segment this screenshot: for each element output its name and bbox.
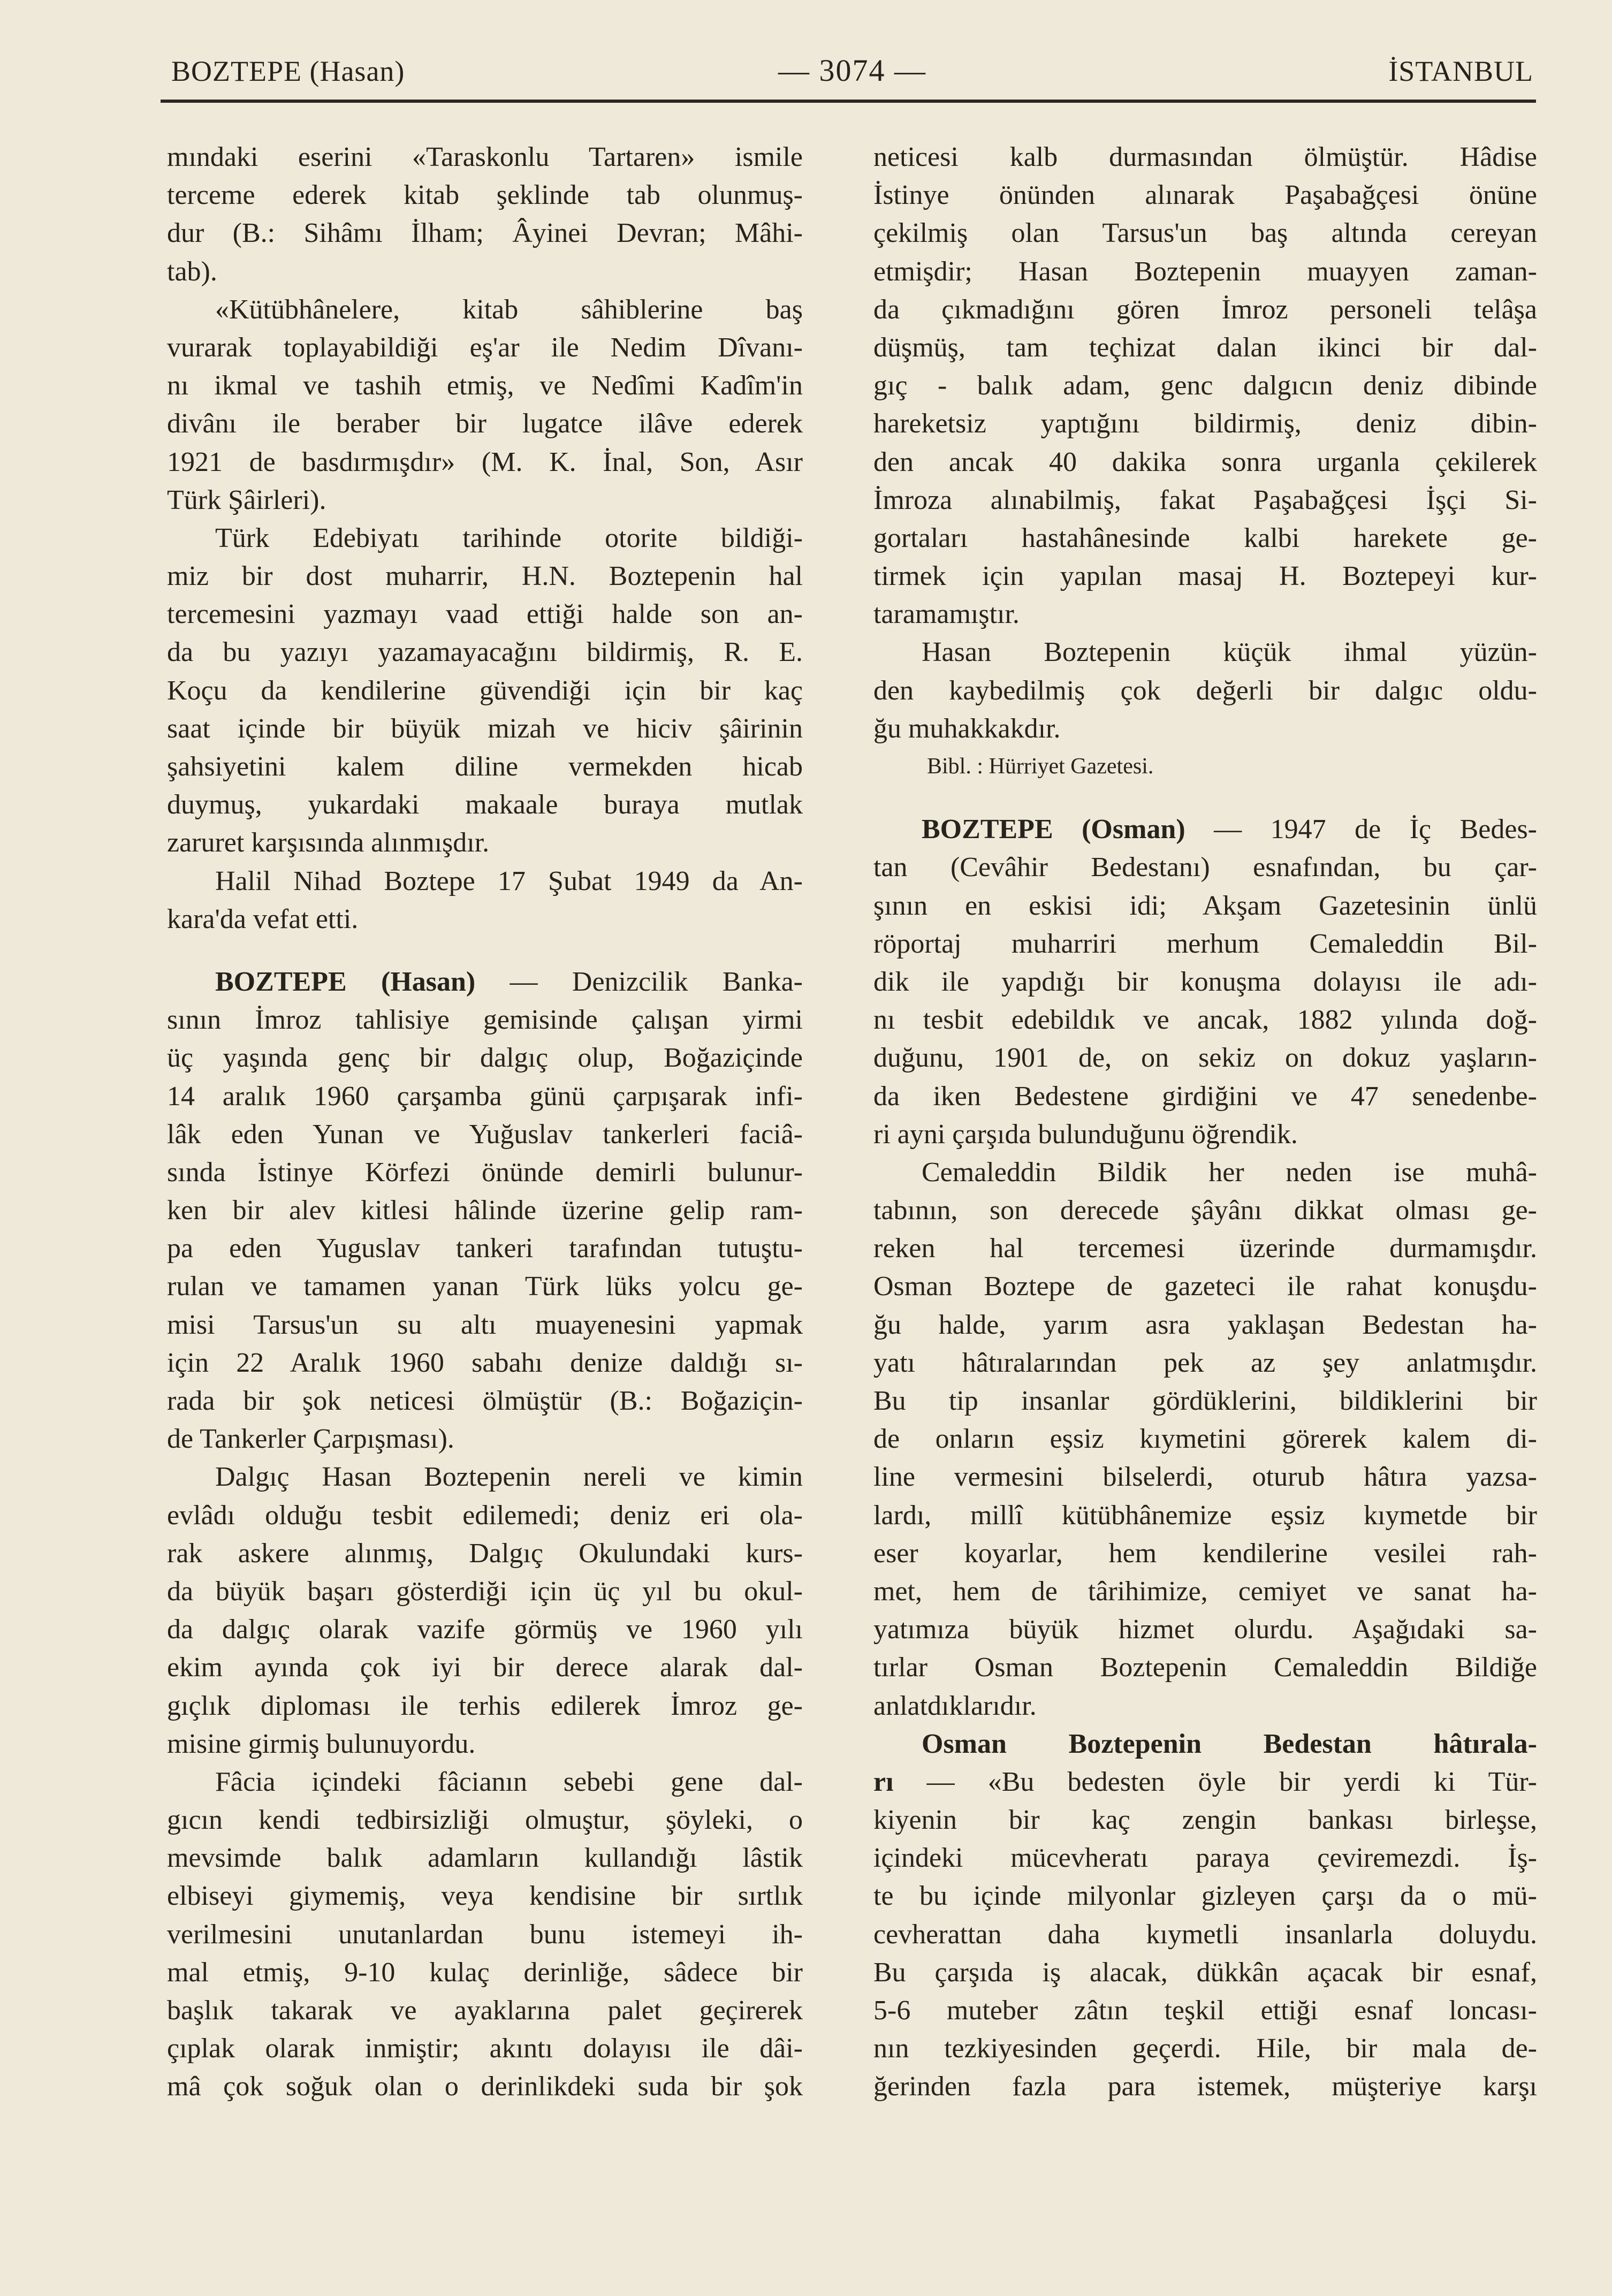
text-line: rulan ve tamamen yanan Türk lüks yolcu ge- (167, 1271, 803, 1302)
text-line: rada bir şok neticesi ölmüştür (B.: Boğaziçin- (167, 1386, 803, 1416)
text-line: nı ikmal ve tashih etmiş, ve Nedîmi Kadîm'in (167, 370, 803, 401)
text-line: Osman Boztepenin Bedestan hâtırala- (922, 1728, 1537, 1759)
text-line: vurarak toplayabildiği eş'ar ile Nedim Dîvanı- (167, 332, 803, 363)
text-line: düşmüş, tam teçhizat dalan ikinci bir dal- (873, 332, 1537, 363)
text-line: 5-6 muteber zâtın teşkil ettiği esnaf loncası- (873, 1995, 1537, 2026)
text-line: İmroza alınabilmiş, fakat Paşabağçesi İşçi Si- (873, 484, 1537, 515)
text-line: için 22 Aralık 1960 sabahı denize daldığı sı- (167, 1347, 803, 1378)
text-line: duymuş, yukardaki makaale buraya mutlak (167, 789, 803, 820)
text-line: reken hal tercemesi üzerinde durmamışdır. (873, 1233, 1537, 1264)
text-line: röportaj muharriri merhum Cemaleddin Bil- (873, 928, 1537, 959)
text-line: Cemaleddin Bildik her neden ise muhâ- (922, 1157, 1537, 1188)
text-line: den kaybedilmiş çok değerli bir dalgıc oldu- (873, 675, 1537, 706)
header-rule (161, 100, 1536, 103)
text-line: tirmek için yapılan masaj H. Boztepeyi kur- (873, 561, 1537, 592)
text-line: tercemesini yazmayı vaad ettiği halde son an- (167, 599, 803, 630)
text-line: sında İstinye Körfezi önünde demirli bulunur- (167, 1157, 803, 1188)
running-head-right: İSTANBUL (1388, 55, 1533, 87)
text-line: mevsimde balık adamların kullandığı lâstik (167, 1843, 803, 1874)
text-line: eser koyarlar, hem kendilerine vesilei rah- (873, 1538, 1537, 1569)
text-line: duğunu, 1901 de, on sekiz on dokuz yaşların- (873, 1043, 1537, 1074)
text-line: hareketsiz yaptığını bildirmiş, deniz dibin- (873, 408, 1537, 439)
text-line: zaruret karşısında alınmışdır. (167, 827, 490, 858)
text-line: başlık takarak ve ayaklarına palet geçirerek (167, 1995, 803, 2026)
text-line: tabının, son derecede şâyânı dikkat olması ge- (873, 1195, 1537, 1226)
text-line: içindeki mücevheratı paraya çeviremezdi. İş- (873, 1843, 1537, 1874)
text-line: miz bir dost muharrir, H.N. Boztepenin hal (167, 561, 803, 592)
text-line: gıçlık diploması ile terhis edilerek İmroz ge- (167, 1690, 803, 1721)
text-line: lardı, millî kütübhânemize eşsiz kıymetde bir (873, 1500, 1537, 1531)
text-line: met, hem de târihimize, cemiyet ve sanat ha- (873, 1576, 1537, 1607)
right-column (873, 138, 1537, 2106)
text-line: mâ çok soğuk olan o derinlikdeki suda bir şok (167, 2071, 803, 2102)
text-line: BOZTEPE (Hasan) — Denizcilik Banka- (215, 966, 803, 997)
text-line: te bu içinde milyonlar gizleyen çarşı da o mü- (873, 1881, 1537, 1912)
text-line: nı tesbit edebildık ve ancak, 1882 yılında doğ- (873, 1005, 1537, 1036)
text-line: nın tezkiyesinden geçerdi. Hile, bir mala de- (873, 2033, 1537, 2064)
text-line: ken bir alev kitlesi hâlinde üzerine gelip ram- (167, 1195, 803, 1226)
text-line: pa eden Yuguslav tankeri tarafından tutuştu- (167, 1233, 803, 1264)
text-line: kiyenin bir kaç zengin bankası birleşse, (873, 1805, 1537, 1836)
text-line: verilmesini unutanlardan bunu istemeyi ih- (167, 1919, 803, 1950)
text-line: BOZTEPE (Osman) — 1947 de İç Bedes- (922, 814, 1537, 845)
text-line: gıcın kendi tedbirsizliği olmuştur, şöyleki, o (167, 1805, 803, 1836)
text-line: da büyük başarı gösterdiği için üç yıl bu okul- (167, 1576, 803, 1607)
text-line: şahsiyetini kalem diline vermekden hicab (167, 751, 803, 782)
page-number: — 3074 — (778, 53, 926, 88)
paragraph-gap (873, 786, 1537, 810)
text-line: lâk eden Yunan ve Yuğuslav tankerleri faciâ- (167, 1119, 803, 1150)
text-line: da bu yazıyı yazamayacağını bildirmiş, R. E. (167, 637, 803, 668)
text-line: 14 aralık 1960 çarşamba günü çarpışarak infi- (167, 1081, 803, 1112)
text-line: Koçu da kendilerine güvendiği için bir kaç (167, 675, 803, 706)
text-line: rı — «Bu bedesten öyle bir yerdi ki Tür- (873, 1766, 1537, 1797)
text-line: Türk Edebiyatı tarihinde otorite bildiği- (215, 522, 803, 553)
text-line: saat içinde bir büyük mizah ve hiciv şâirinin (167, 713, 803, 744)
text-line: den ancak 40 dakika sonra urganla çekilerek (873, 446, 1537, 477)
running-head-left: BOZTEPE (Hasan) (171, 55, 405, 87)
paragraph-gap (167, 938, 803, 963)
left-column (167, 138, 803, 2106)
text-line: kara'da vefat etti. (167, 903, 359, 934)
text-line: Bibl. : Hürriyet Gazetesi. (927, 754, 1154, 779)
text-line: da dalgıç olarak vazife görmüş ve 1960 yılı (167, 1614, 803, 1645)
text-line: gıç - balık adam, genc dalgıcın deniz dibinde (873, 370, 1537, 401)
text-line: Hasan Boztepenin küçük ihmal yüzün- (922, 637, 1537, 668)
text-line: rak askere alınmış, Dalgıç Okulundaki kurs- (167, 1538, 803, 1569)
text-line: şının en eskisi idi; Akşam Gazetesinin ünlü (873, 890, 1537, 921)
text-line: terceme ederek kitab şeklinde tab olunmuş- (167, 180, 803, 211)
text-line: etmişdir; Hasan Boztepenin muayyen zaman- (873, 256, 1537, 287)
text-line: Dalgıç Hasan Boztepenin nereli ve kimin (215, 1462, 803, 1493)
text-line: Halil Nihad Boztepe 17 Şubat 1949 da An- (215, 865, 803, 896)
text-line: mındaki eserini «Taraskonlu Tartaren» ismile (167, 142, 803, 172)
text-line: tan (Cevâhir Bedestanı) esnafından, bu çar- (873, 852, 1537, 883)
text-line: ekim ayında çok iyi bir derece alarak dal- (167, 1652, 803, 1683)
text-line: ğu muhakkakdır. (873, 713, 1061, 744)
text-line: Fâcia içindeki fâcianın sebebi gene dal- (215, 1766, 803, 1797)
text-line: misi Tarsus'un su altı muayenesini yapmak (167, 1309, 803, 1340)
text-line: Türk Şâirleri). (167, 484, 326, 515)
text-line: line vermesini bilselerdi, oturub hâtıra yazsa- (873, 1462, 1537, 1493)
text-line: evlâdı olduğu tesbit edilemedi; deniz eri ola- (167, 1500, 803, 1531)
text-line: cevherattan daha kıymetli insanlarla doluydu. (873, 1919, 1537, 1950)
text-line: tırlar Osman Boztepenin Cemaleddin Bildiğe (873, 1652, 1537, 1683)
text-line: da iken Bedestene girdiğini ve 47 senedenbe- (873, 1081, 1537, 1112)
text-line: sının İmroz tahlisiye gemisinde çalışan yirmi (167, 1005, 803, 1036)
text-line: anlatdıklarıdır. (873, 1690, 1037, 1721)
text-line: Bu çarşıda iş alacak, dükkân açacak bir esnaf, (873, 1957, 1537, 1988)
text-line: yatımıza büyük hizmet olurdu. Aşağıdaki sa- (873, 1614, 1537, 1645)
text-line: 1921 de basdırmışdır» (M. K. İnal, Son, Asır (167, 446, 803, 477)
text-line: ğerinden fazla para istemek, müşteriye karşı (873, 2071, 1537, 2102)
text-line: üç yaşında genç bir dalgıç olup, Boğaziçinde (167, 1043, 803, 1074)
text-line: yatı hâtıralarından pek az şey anlatmışdır. (873, 1347, 1537, 1378)
text-line: «Kütübhânelere, kitab sâhiblerine baş (215, 294, 803, 325)
text-line: dik ile yapdığı bir konuşma dolayısı ile adı- (873, 966, 1537, 997)
text-line: da çıkmadığını gören İmroz personeli telâşa (873, 294, 1537, 325)
text-line: de onların eşsiz kıymetini görerek kalem di- (873, 1424, 1537, 1455)
text-line: tab). (167, 256, 217, 287)
text-line: misine girmiş bulunuyordu. (167, 1728, 476, 1759)
text-line: divânı ile beraber bir lugatce ilâve ederek (167, 408, 803, 439)
text-line: çıplak olarak inmiştir; akıntı dolayısı ile dâi- (167, 2033, 803, 2064)
text-line: ğu halde, yarım asra yaklaşan Bedestan ha- (873, 1309, 1537, 1340)
text-line: neticesi kalb durmasından ölmüştür. Hâdise (873, 142, 1537, 172)
text-line: dur (B.: Sihâmı İlham; Âyinei Devran; Mâhi- (167, 218, 803, 249)
text-line: çekilmiş olan Tarsus'un baş altında cereyan (873, 218, 1537, 249)
text-line: Bu tip insanlar gördüklerini, bildiklerini bir (873, 1386, 1537, 1416)
text-line: de Tankerler Çarpışması). (167, 1424, 454, 1455)
text-line: ri ayni çarşıda bulunduğunu öğrendik. (873, 1119, 1298, 1150)
text-line: İstinye önünden alınarak Paşabağçesi önüne (873, 180, 1537, 211)
text-line: mal etmiş, 9-10 kulaç derinliğe, sâdece bir (167, 1957, 803, 1988)
text-line: gortaları hastahânesinde kalbi harekete ge- (873, 522, 1537, 553)
text-line: elbiseyi giymemiş, veya kendisine bir sırtlık (167, 1881, 803, 1912)
text-line: Osman Boztepe de gazeteci ile rahat konuşdu- (873, 1271, 1537, 1302)
text-line: taramamıştır. (873, 599, 1020, 630)
